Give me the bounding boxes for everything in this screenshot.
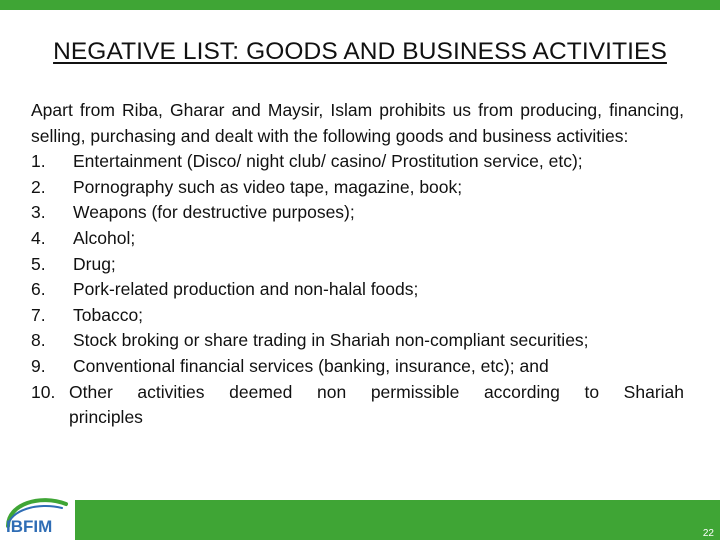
list-item: [31, 328, 684, 354]
list-item: [31, 252, 684, 278]
list-item-text: Weapons (for destructive purposes);: [73, 202, 355, 223]
list-item-text: Drug;: [73, 253, 116, 274]
list-item-last: [31, 380, 684, 431]
list-item-number: 6.: [31, 279, 46, 300]
page-number: 22: [702, 528, 714, 539]
list-item: [31, 149, 684, 175]
prohibited-activities-list: [31, 149, 684, 379]
list-item-number: 10.: [31, 381, 56, 402]
list-item-text: Tobacco;: [73, 304, 144, 325]
list-item-number: 7.: [31, 304, 46, 325]
top-accent-bar: [0, 0, 720, 10]
list-item-number: 1.: [31, 151, 46, 172]
list-item-text: Stock broking or share trading in Shariah non-compliant securities;: [73, 330, 589, 351]
intro-paragraph: Apart from Riba, Gharar and Maysir, Islam prohibits us from producing, financing, selling, purchasing and dealt with the following goods and business activities:: [31, 100, 684, 146]
list-item: [31, 200, 684, 226]
list-item-number: 2.: [31, 176, 46, 197]
list-item-number: 3.: [31, 202, 46, 223]
list-item-text: Pornography such as video tape, magazine, book;: [73, 176, 463, 197]
ibfim-logo: [0, 480, 75, 540]
list-item-continuation: principles: [69, 407, 143, 428]
logo-text: IBFIM: [6, 517, 53, 536]
list-item-text: Pork-related production and non-halal foods;: [73, 279, 419, 300]
list-item: [31, 226, 684, 252]
slide-title: NEGATIVE LIST: GOODS AND BUSINESS ACTIVITIES: [53, 38, 667, 65]
slide-content: [31, 98, 684, 431]
list-item-text: Alcohol;: [73, 227, 136, 248]
list-item: [31, 354, 684, 380]
list-item-number: 8.: [31, 330, 46, 351]
ibfim-logo-icon: [0, 480, 75, 540]
list-item-number: 9.: [31, 355, 46, 376]
list-item-number: 5.: [31, 253, 46, 274]
list-item: [31, 175, 684, 201]
list-item-text: Other activities deemed non permissible according to Shariah: [69, 381, 684, 402]
list-item-text: Entertainment (Disco/ night club/ casino/ Prostitution service, etc);: [73, 151, 583, 172]
list-item: [31, 277, 684, 303]
footer-bar: [70, 500, 720, 540]
list-item-number: 4.: [31, 227, 46, 248]
list-item-text: Conventional financial services (banking, insurance, etc); and: [73, 355, 549, 376]
list-item: [31, 303, 684, 329]
